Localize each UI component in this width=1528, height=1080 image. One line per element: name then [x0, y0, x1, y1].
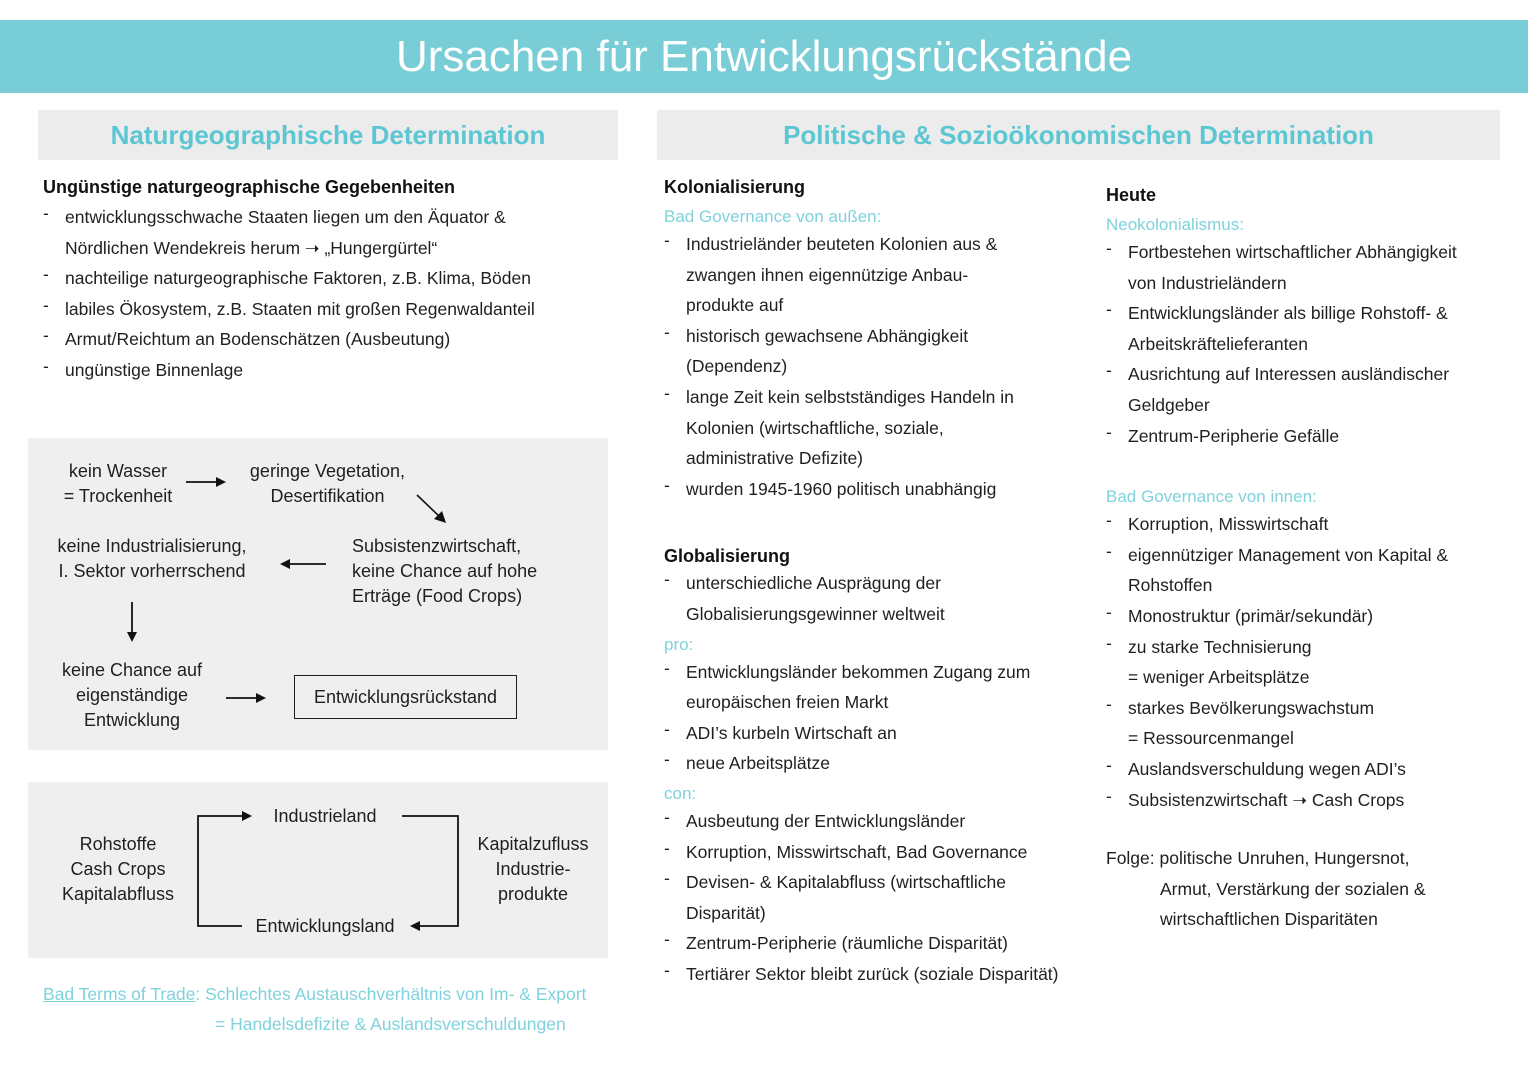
cycle-line: Entwicklung — [83, 710, 181, 730]
list-item: zwangen ihnen eigennützige Anbau- — [686, 264, 969, 285]
natur-subheading: Ungünstige naturgeographische Gegebenheiten — [43, 177, 456, 197]
right-flow-text — [468, 832, 598, 907]
heute-list — [1106, 237, 1516, 451]
list-item: = Ressourcenmangel — [1128, 728, 1294, 749]
list-item: Arbeitskräftelieferanten — [1128, 333, 1308, 354]
cycle-line: Subsistenzwirtschaft, — [352, 536, 522, 556]
cycle-line: geringe Vegetation, — [249, 461, 406, 481]
list-item: Geldgeber — [1128, 394, 1210, 415]
cycle-line: keine Chance auf — [61, 660, 203, 680]
list-item: - Tertiärer Sektor bleibt zurück (soziale Disparität) — [664, 959, 1084, 990]
list-item: produkte auf — [686, 295, 784, 316]
heute-title: Heute — [1106, 185, 1157, 205]
list-item: administrative Defizite) — [686, 448, 863, 469]
pro-list — [664, 657, 1084, 779]
list-item: - Zentrum-Peripherie Gefälle — [1106, 421, 1516, 452]
list-item: - starkes Bevölkerungswachstum — [1106, 693, 1516, 724]
list-item: - unterschiedliche Ausprägung der — [664, 568, 1084, 599]
list-item: Rohstoffen — [1128, 575, 1213, 596]
list-item: - Fortbestehen wirtschaftlicher Abhängigkeit — [1106, 237, 1516, 268]
kolonial-column — [664, 175, 1084, 989]
list-item: - Monostruktur (primär/sekundär) — [1106, 601, 1516, 632]
cycle-line: keine Chance auf hohe — [352, 561, 538, 581]
arrow-right-icon — [224, 690, 268, 706]
list-item: - Armut/Reichtum an Bodenschätzen (Ausbeutung) — [43, 324, 603, 355]
arrow-right-icon — [184, 474, 228, 490]
heute-list2 — [1106, 509, 1516, 815]
trade-diagram — [28, 782, 608, 958]
industrie-text — [46, 534, 258, 584]
list-item: - Korruption, Misswirtschaft, Bad Governance — [664, 837, 1084, 868]
trade-line: Rohstoffe — [79, 834, 157, 854]
kein-wasser-text — [56, 459, 180, 509]
folge-line: Armut, Verstärkung der sozialen & — [1160, 878, 1426, 899]
folge-line: Folge: politische Unruhen, Hungersnot, — [1106, 848, 1410, 869]
kolonial-title: Kolonialisierung — [664, 177, 806, 197]
list-item: - Korruption, Misswirtschaft — [1106, 509, 1516, 540]
list-item: Nördlichen Wendekreis herum ➝ „Hungergürtel“ — [65, 237, 438, 258]
list-item: - labiles Ökosystem, z.B. Staaten mit großen Regenwaldanteil — [43, 294, 603, 325]
list-item: von Industrieländern — [1128, 272, 1287, 293]
list-item: - Subsistenzwirtschaft ➝ Cash Crops — [1106, 785, 1516, 816]
list-item: - Entwicklungsländer als billige Rohstoff- & — [1106, 298, 1516, 329]
left-flow-text — [48, 832, 188, 907]
list-item: - Auslandsverschuldung wegen ADI’s — [1106, 754, 1516, 785]
vegetation-text — [240, 459, 415, 509]
list-item: europäischen freien Markt — [686, 692, 889, 713]
heute-sub2: Bad Governance von innen: — [1106, 487, 1317, 507]
list-item: = weniger Arbeitsplätze — [1128, 667, 1310, 688]
arrow-down-icon — [124, 600, 140, 644]
entwicklungsrueckstand-box: Entwicklungsrückstand — [294, 675, 517, 719]
cycle-line: keine Industrialisierung, — [57, 536, 247, 556]
terms-of-trade-link: Bad Terms of Trade — [43, 984, 196, 1004]
heute-column — [1106, 183, 1516, 935]
con-list — [664, 806, 1084, 990]
list-item: Disparität) — [686, 902, 766, 923]
entwicklungsland-label: Entwicklungsland — [255, 916, 395, 936]
kolonial-sub: Bad Governance von außen: — [664, 207, 882, 226]
list-item: - Ausbeutung der Entwicklungsländer — [664, 806, 1084, 837]
trade-line: Cash Crops — [70, 859, 166, 879]
heute-sub: Neokolonialismus: — [1106, 215, 1244, 234]
trade-line: Kapitalzufluss — [477, 834, 589, 854]
list-item: Globalisierungsgewinner weltweit — [686, 603, 945, 624]
list-item: Kolonien (wirtschaftliche, soziale, — [686, 417, 944, 438]
cycle-line: I. Sektor vorherrschend — [58, 561, 246, 581]
list-item: - zu starke Technisierung — [1106, 632, 1516, 663]
arrow-diagonal-icon — [414, 492, 450, 526]
list-item: (Dependenz) — [686, 356, 788, 377]
list-item: - neue Arbeitsplätze — [664, 748, 1084, 779]
chance-text — [50, 658, 214, 733]
kolonial-list — [664, 229, 1084, 504]
cycle-diagram — [28, 438, 608, 750]
list-item: - Entwicklungsländer bekommen Zugang zum — [664, 657, 1084, 688]
con-label: con: — [664, 783, 697, 803]
cycle-line: kein Wasser — [68, 461, 168, 481]
list-item: - lange Zeit kein selbstständiges Handeln in — [664, 382, 1084, 413]
list-item: - Ausrichtung auf Interessen ausländischer — [1106, 359, 1516, 390]
subsistenz-text — [352, 534, 582, 609]
list-item: - ungünstige Binnenlage — [43, 355, 603, 386]
global-title: Globalisierung — [664, 546, 791, 567]
cycle-line: Erträge (Food Crops) — [352, 586, 523, 606]
terms-of-trade-result: = Handelsdefizite & Auslandsverschuldungen — [215, 1014, 566, 1034]
list-item: - ADI’s kurbeln Wirtschaft an — [664, 718, 1084, 749]
natur-bullet-list — [43, 202, 603, 386]
list-item: - historisch gewachsene Abhängigkeit — [664, 321, 1084, 352]
cycle-line: = Trockenheit — [63, 486, 173, 506]
terms-of-trade-definition: : Schlechtes Austauschverhältnis von Im- & Export — [195, 984, 587, 1004]
list-item: - Zentrum-Peripherie (räumliche Disparität) — [664, 928, 1084, 959]
industrieland-label: Industrieland — [273, 806, 377, 826]
trade-line: produkte — [497, 884, 569, 904]
section-heading-politik: Politische & Sozioökonomischen Determination — [657, 110, 1500, 160]
list-item: - entwicklungsschwache Staaten liegen um den Äquator & — [43, 202, 603, 233]
trade-line: Industrie- — [495, 859, 571, 879]
section-heading-natur: Naturgeographische Determination — [38, 110, 618, 160]
folge-line: wirtschaftlichen Disparitäten — [1160, 909, 1378, 930]
list-item: - Devisen- & Kapitalabfluss (wirtschaftliche — [664, 867, 1084, 898]
list-item: - eigennütziger Management von Kapital & — [1106, 540, 1516, 571]
cycle-line: eigenständige — [75, 685, 189, 705]
global-intro-list — [664, 568, 1084, 629]
cycle-line: Desertifikation — [270, 486, 385, 506]
page-title: Ursachen für Entwicklungsrückstände — [0, 20, 1528, 93]
list-item: - Industrieländer beuteten Kolonien aus & — [664, 229, 1084, 260]
pro-label: pro: — [664, 634, 694, 654]
list-item: - nachteilige naturgeographische Faktoren, z.B. Klima, Böden — [43, 263, 603, 294]
list-item: - wurden 1945-1960 politisch unabhängig — [664, 474, 1084, 505]
trade-line: Kapitalabfluss — [61, 884, 175, 904]
terms-of-trade-line — [43, 979, 623, 1009]
arrow-left-icon — [278, 556, 328, 572]
